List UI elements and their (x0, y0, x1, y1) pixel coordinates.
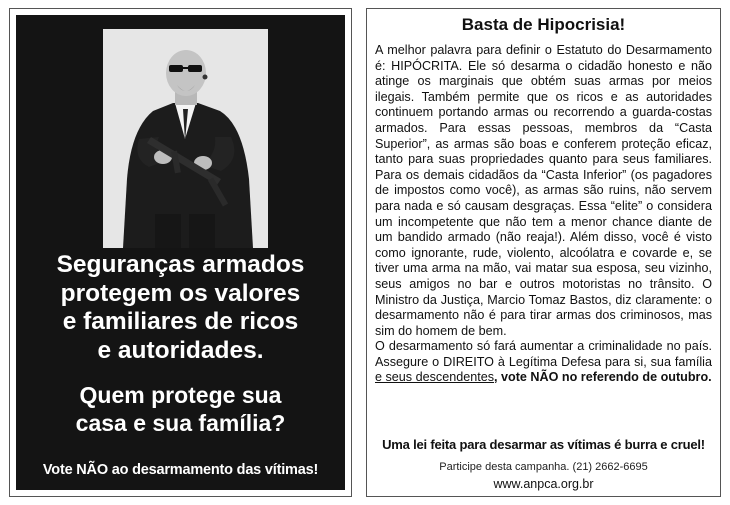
vote-slogan: Vote NÃO ao desarmamento das vítimas! (42, 462, 319, 478)
website-link[interactable]: www.anpca.org.br (493, 477, 594, 491)
right-title: Basta de Hipocrisia! (461, 15, 626, 34)
tagline: Uma lei feita para desarmar as vítimas é burra e cruel! (382, 437, 705, 452)
bodyguard-illustration (103, 29, 268, 248)
headline: Seguranças armados protegem os valores e familiares de ricos e autoridades. (56, 251, 305, 364)
paragraph-2 (375, 339, 712, 386)
paragraph-1: A melhor palavra para definir o Estatuto do Desarmamento é: HIPÓCRITA. Ele só desarma o cidadão honesto e não atinge os marginais que obtém suas armas por meios ilegais. Também permite que os ricos e as autoridades continuem portando armas ou recorrendo a guarda-costas armados. Para essas pessoas, membros da “Casta Superior”, as armas são boas e conferem proteção eficaz, tanto para suas propriedades quanto para seus familiares. Para os demais cidadãos da “Casta Inferior” (os pagadores de impostos como você), as armas são ruins, não servem para nada e só causam desgraças. Essa “elite” o considera um incompetente que não tem a menor chance diante de um bandido armado (não reaja!). Além disso, você é visto como ignorante, rude, violento, alcoólatra e covarde e, se tiver uma arma na mão, vai matar sua esposa, seu vizinho, seus amigos no bar e outros motoristas no trânsito. O Ministro da Justiça, Marcio Tomaz Bastos, diz claramente: o desarmamento não é para tirar armas dos criminosos, mas sim do homem de bem. (375, 43, 712, 338)
left-black-panel (16, 15, 345, 490)
contact-info: Participe desta campanha. (21) 2662-6695 (439, 461, 648, 473)
paragraph-2-start: O desarmamento só fará aumentar a criminalidade no país. Assegure o DIREITO à Legítima Defesa para si, sua família (375, 339, 712, 369)
right-panel (366, 8, 721, 497)
left-panel (9, 8, 352, 497)
paragraph-2-bold: , vote NÃO no referendo de outubro. (494, 370, 712, 385)
question-text: Quem protege sua casa e sua família? (75, 382, 286, 436)
armed-bodyguard-photo (103, 29, 268, 248)
paragraph-2-underlined: e seus descendentes (375, 370, 495, 385)
body-text (375, 43, 712, 386)
